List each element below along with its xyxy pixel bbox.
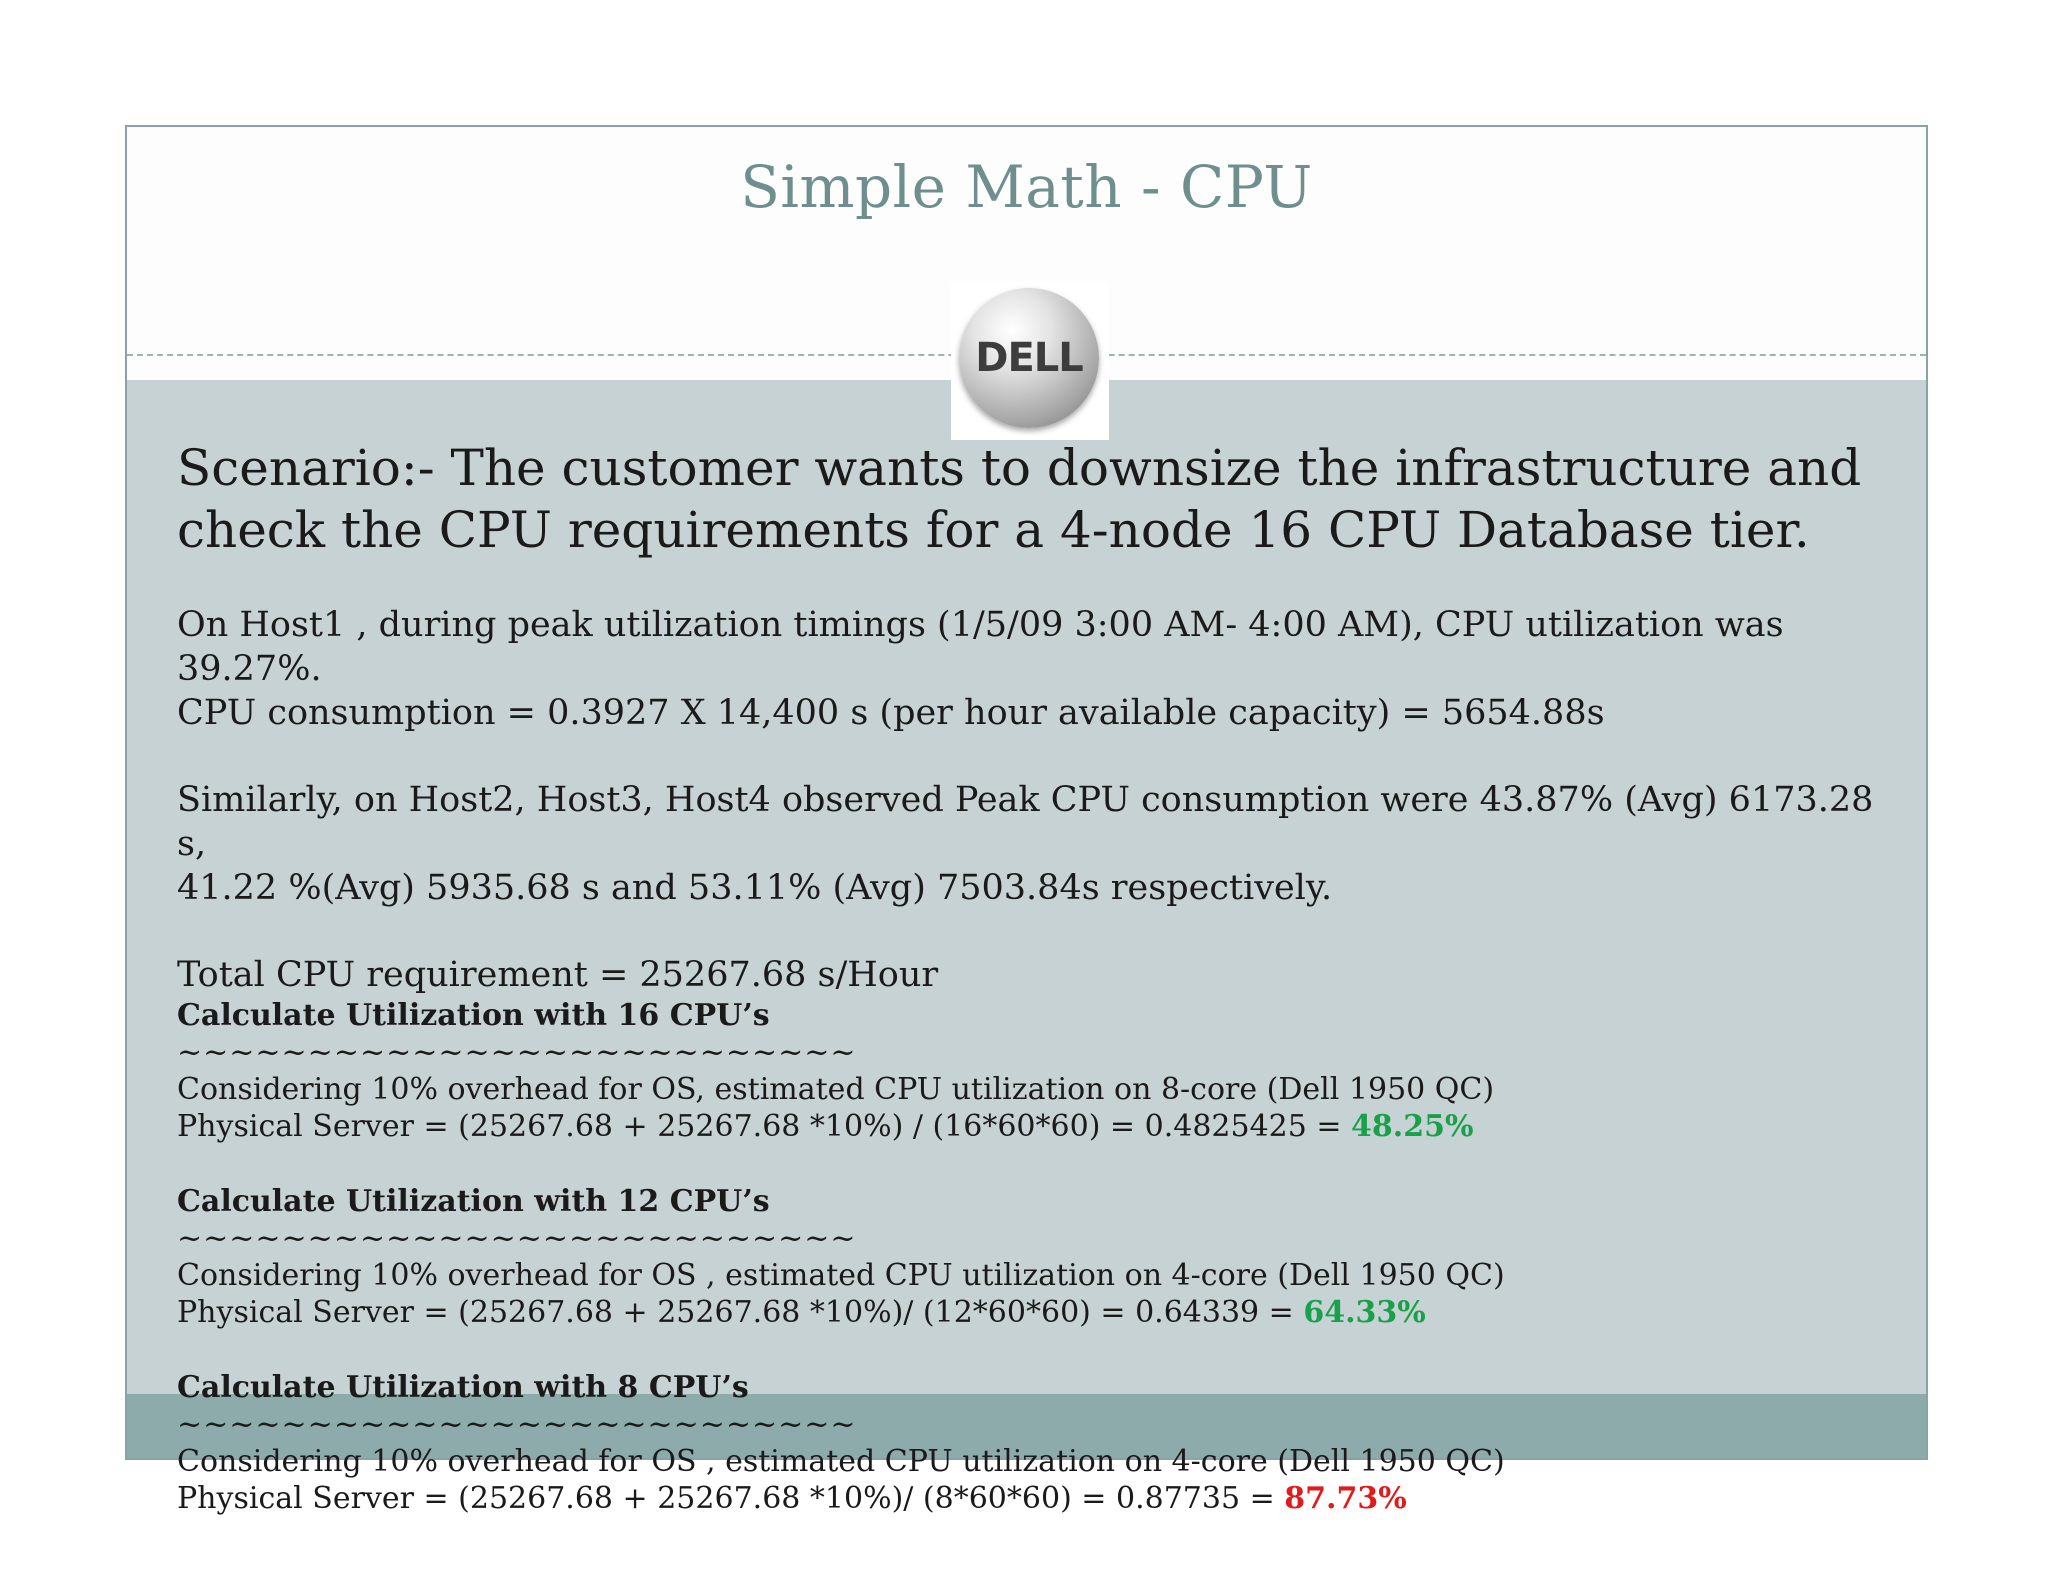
- spacer: [177, 735, 1897, 778]
- spacer: [177, 1145, 1897, 1183]
- slide-title: Simple Math - CPU: [740, 153, 1313, 221]
- section-line2-16cpu: [177, 1108, 1897, 1145]
- dell-logo: [951, 282, 1109, 440]
- section-tilde-8cpu: ~~~~~~~~~~~~~~~~~~~~~~~~~~: [177, 1407, 857, 1442]
- logo-text: DELL: [975, 335, 1083, 381]
- spacer: [177, 1331, 1897, 1369]
- result-12cpu: 64.33%: [1303, 1295, 1426, 1330]
- section-heading-8cpu: Calculate Utilization with 8 CPU’s: [177, 1370, 749, 1405]
- calc-text-12cpu: Physical Server = (25267.68 + 25267.68 *10%)/ (12*60*60) = 0.64339 =: [177, 1295, 1304, 1330]
- section-line1-8cpu: Considering 10% overhead for OS , estimated CPU utilization on 4-core (Dell 1950 QC): [177, 1444, 1505, 1479]
- section-heading-12cpu: Calculate Utilization with 12 CPU’s: [177, 1184, 770, 1219]
- section-line2-12cpu: [177, 1294, 1897, 1331]
- section-heading-16cpu: Calculate Utilization with 16 CPU’s: [177, 998, 770, 1033]
- total-requirement: Total CPU requirement = 25267.68 s/Hour: [177, 955, 939, 995]
- section-line1-12cpu: Considering 10% overhead for OS , estimated CPU utilization on 4-core (Dell 1950 QC): [177, 1258, 1505, 1293]
- section-tilde-16cpu: ~~~~~~~~~~~~~~~~~~~~~~~~~~: [177, 1035, 857, 1070]
- calc-text-8cpu: Physical Server = (25267.68 + 25267.68 *10%)/ (8*60*60) = 0.87735 =: [177, 1481, 1285, 1516]
- calc-text-16cpu: Physical Server = (25267.68 + 25267.68 *10%) / (16*60*60) = 0.4825425 =: [177, 1109, 1352, 1144]
- scenario-text: Scenario:- The customer wants to downsize the infrastructure and check the CPU requirements for a 4-node 16 CPU Database tier.: [177, 439, 1862, 559]
- host1-line-1: On Host1 , during peak utilization timings (1/5/09 3:00 AM- 4:00 AM), CPU utilization was 39.27%.: [177, 605, 1784, 689]
- spacer: [177, 910, 1897, 953]
- spacer: [177, 561, 1897, 603]
- dell-logo-icon: [959, 288, 1099, 428]
- result-16cpu: 48.25%: [1351, 1109, 1474, 1144]
- similarly-line-2: 41.22 %(Avg) 5935.68 s and 53.11% (Avg) 7503.84s respectively.: [177, 868, 1333, 908]
- result-8cpu: 87.73%: [1284, 1481, 1407, 1516]
- section-tilde-12cpu: ~~~~~~~~~~~~~~~~~~~~~~~~~~: [177, 1221, 857, 1256]
- slide-content: [177, 437, 1897, 1517]
- section-line1-16cpu: Considering 10% overhead for OS, estimated CPU utilization on 8-core (Dell 1950 QC): [177, 1072, 1495, 1107]
- similarly-line-1: Similarly, on Host2, Host3, Host4 observed Peak CPU consumption were 43.87% (Avg) 6173.28 s,: [177, 780, 1874, 864]
- section-line2-8cpu: [177, 1480, 1897, 1517]
- host1-line-2: CPU consumption = 0.3927 X 14,400 s (per hour available capacity) = 5654.88s: [177, 693, 1605, 733]
- slide: [125, 125, 1928, 1516]
